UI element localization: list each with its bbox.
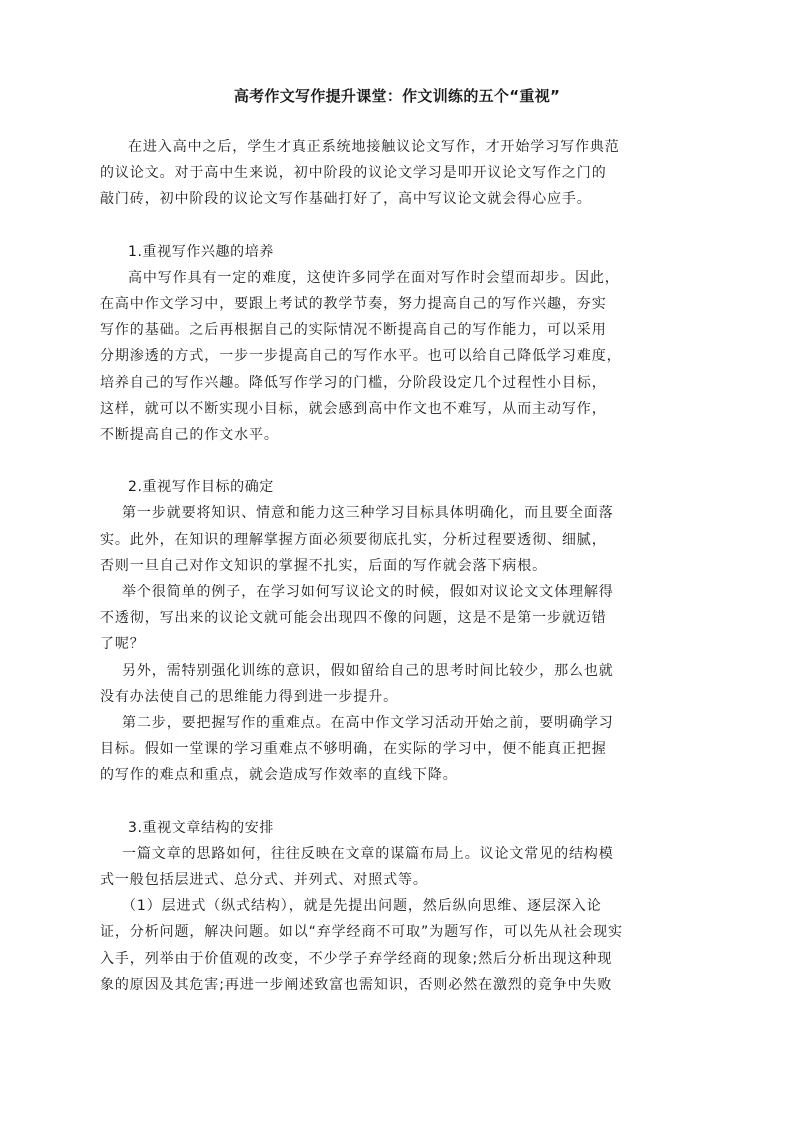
text-line: 不断提高自己的作文水平。 <box>100 427 279 444</box>
text-line: 在进入高中之后，学生才真正系统地接触议论文写作，才开始学习写作典范 <box>128 139 620 155</box>
section-heading: 3.重视文章结构的安排 <box>128 819 274 836</box>
text-line: 式一般包括层进式、总分式、并列式、对照式等。 <box>100 872 428 889</box>
paragraph-gap <box>100 789 694 815</box>
text-line: 另外，需特别强化训练的意识，假如留给自己的思考时间比较少，那么也就 <box>122 662 614 679</box>
text-line: 不透彻，写出来的议论文就可能会出现四不像的问题，这是不是第一步就迈错 <box>100 610 607 627</box>
paragraph-gap <box>100 213 694 239</box>
section-3 <box>100 815 694 998</box>
text-line: 分期渗透的方式，一步一步提高自己的写作水平。也可以给自己降低学习难度， <box>100 348 622 365</box>
text-line: 举个很简单的例子，在学习如何写议论文的时候，假如对议论文文体理解得 <box>122 584 614 601</box>
text-line: 入手，列举由于价值观的改变，不少学子弃学经商的现象;然后分析出现这种现 <box>100 950 613 967</box>
text-line: 第二步，要把握写作的重难点。在高中作文学习活动开始之前，要明确学习 <box>122 715 614 732</box>
text-line: 没有办法使自己的思维能力得到进一步提升。 <box>100 688 398 705</box>
paragraph-gap <box>100 448 694 474</box>
text-line: 培养自己的写作兴趣。降低写作学习的门槛，分阶段设定几个过程性小目标， <box>100 374 607 391</box>
section-1 <box>100 239 694 449</box>
text-line: 第一步就要将知识、情意和能力这三种学习目标具体明确化，而且要全面落 <box>122 505 614 522</box>
text-line: 象的原因及其危害;再进一步阐述致富也需知识，否则必然在激烈的竞争中失败 <box>100 976 613 993</box>
text-line: 敲门砖，初中阶段的议论文写作基础打好了，高中写议论文就会得心应手。 <box>100 191 592 208</box>
text-line: 高中写作具有一定的难度，这使许多同学在面对写作时会望而却步。因此， <box>128 269 620 286</box>
text-line: 这样，就可以不断实现小目标，就会感到高中作文也不难写，从而主动写作， <box>100 400 607 417</box>
text-line: 写作的基础。之后再根据自己的实际情况不断提高自己的写作能力，可以采用 <box>100 322 607 339</box>
text-line: 实。此外，在知识的理解掌握方面必须要彻底扎实，分析过程要透彻、细腻， <box>100 531 607 548</box>
section-heading: 2.重视写作目标的确定 <box>128 479 274 496</box>
text-line: 的议论文。对于高中生来说，初中阶段的议论文学习是叩开议论文写作之门的 <box>100 165 607 182</box>
text-line: 在高中作文学习中，要跟上考试的教学节奏，努力提高自己的写作兴趣，夯实 <box>100 296 607 313</box>
text-line: 一篇文章的思路如何，往往反映在文章的谋篇布局上。议论文常见的结构模 <box>122 845 614 862</box>
intro-paragraph <box>100 134 694 213</box>
document-title: 高考作文写作提升课堂：作文训练的五个“重视” <box>233 87 561 105</box>
section-heading: 1.重视写作兴趣的培养 <box>128 243 274 260</box>
text-line: 了呢？ <box>100 636 145 653</box>
text-line: 否则一旦自己对作文知识的掌握不扎实，后面的写作就会落下病根。 <box>100 557 547 574</box>
text-line: 目标。假如一堂课的学习重难点不够明确，在实际的学习中，便不能真正把握 <box>100 741 607 758</box>
section-2 <box>100 474 694 788</box>
text-line: （1）层进式（纵式结构），就是先提出问题，然后纵向思维、逐层深入论 <box>122 898 602 915</box>
text-line: 的写作的难点和重点，就会造成写作效率的直线下降。 <box>100 767 458 784</box>
text-line: 证，分析问题，解决问题。如以“弃学经商不可取”为题写作，可以先从社会现实 <box>100 924 623 941</box>
